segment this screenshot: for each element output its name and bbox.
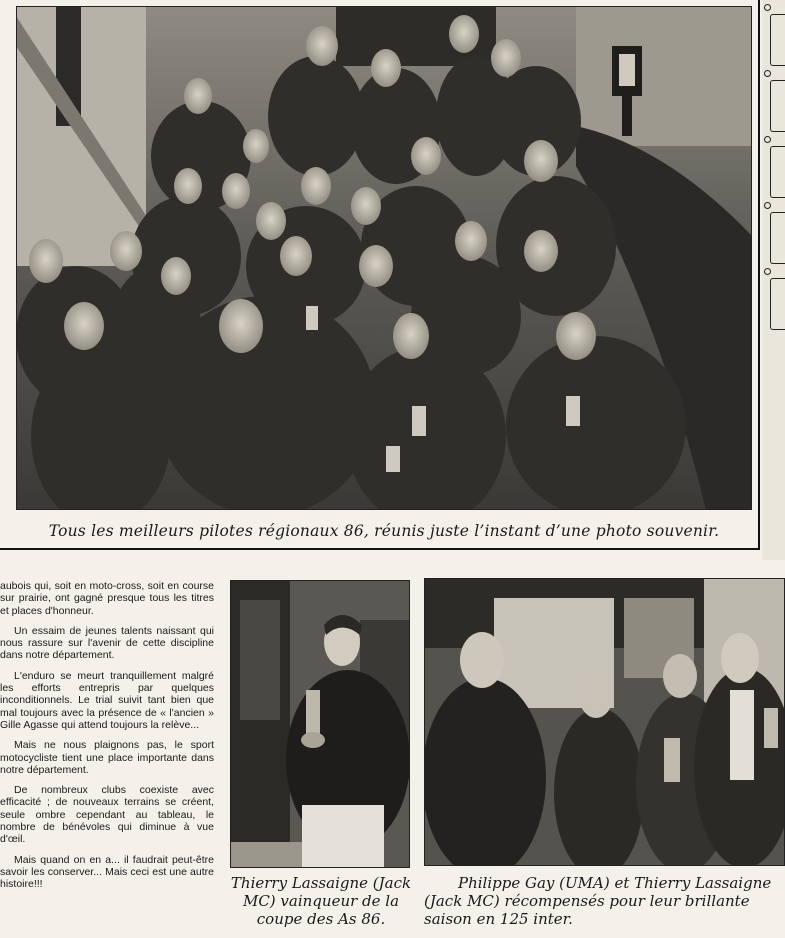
article-paragraph: L'enduro se meurt tranquillement malgré les efforts entrepris par quelques inconditionnels. Le trial suivit tant bien que mal toujours avec la présence de « l'ancien » Gille Agasse qui attend toujours la relève...: [0, 669, 214, 731]
page-edge-strip: [762, 0, 785, 560]
group-photo: [16, 6, 752, 510]
margin-dot: [764, 4, 771, 11]
winner-photo: [230, 580, 410, 868]
article-paragraph: De nombreux clubs coexiste avec efficacité ; de nouveaux terrains se créent, seule ombre cependant au tableau, le nombre de bénévoles qui diminue à vue d'œil.: [0, 784, 214, 846]
article-paragraph: aubois qui, soit en moto-cross, soit en course sur prairie, ont gagné presque tous les titres et places d'honneur.: [0, 580, 214, 617]
winner-photo-caption: Thierry Lassaigne (Jack MC) vainqueur de la coupe des As 86.: [230, 874, 412, 928]
margin-dot: [764, 202, 771, 209]
margin-box: [770, 212, 785, 264]
article-paragraph: Mais ne nous plaignons pas, le sport motocycliste tient une place importante dans notre département.: [0, 739, 214, 776]
award-photo: [424, 578, 785, 866]
award-photo-caption: Philippe Gay (UMA) et Thierry Lassaigne (Jack MC) récompensés pour leur brillante saison en 125 inter.: [424, 874, 772, 928]
margin-dot: [764, 268, 771, 275]
group-photo-caption: Tous les meilleurs pilotes régionaux 86, réunis juste l’instant d’une photo souvenir.: [48, 522, 720, 540]
article-paragraph: Mais quand on en a... il faudrait peut-être savoir les conserver... Mais ceci est une autre histoire!!!: [0, 853, 214, 891]
margin-box: [770, 278, 785, 330]
margin-dot: [764, 136, 771, 143]
article-paragraph: Un essaim de jeunes talents naissant qui nous rassure sur l'avenir de cette discipline dans notre département.: [0, 624, 214, 662]
margin-box: [770, 146, 785, 198]
margin-box: [770, 14, 785, 66]
margin-box: [770, 80, 785, 132]
article-text: [0, 580, 214, 899]
margin-dot: [764, 70, 771, 77]
